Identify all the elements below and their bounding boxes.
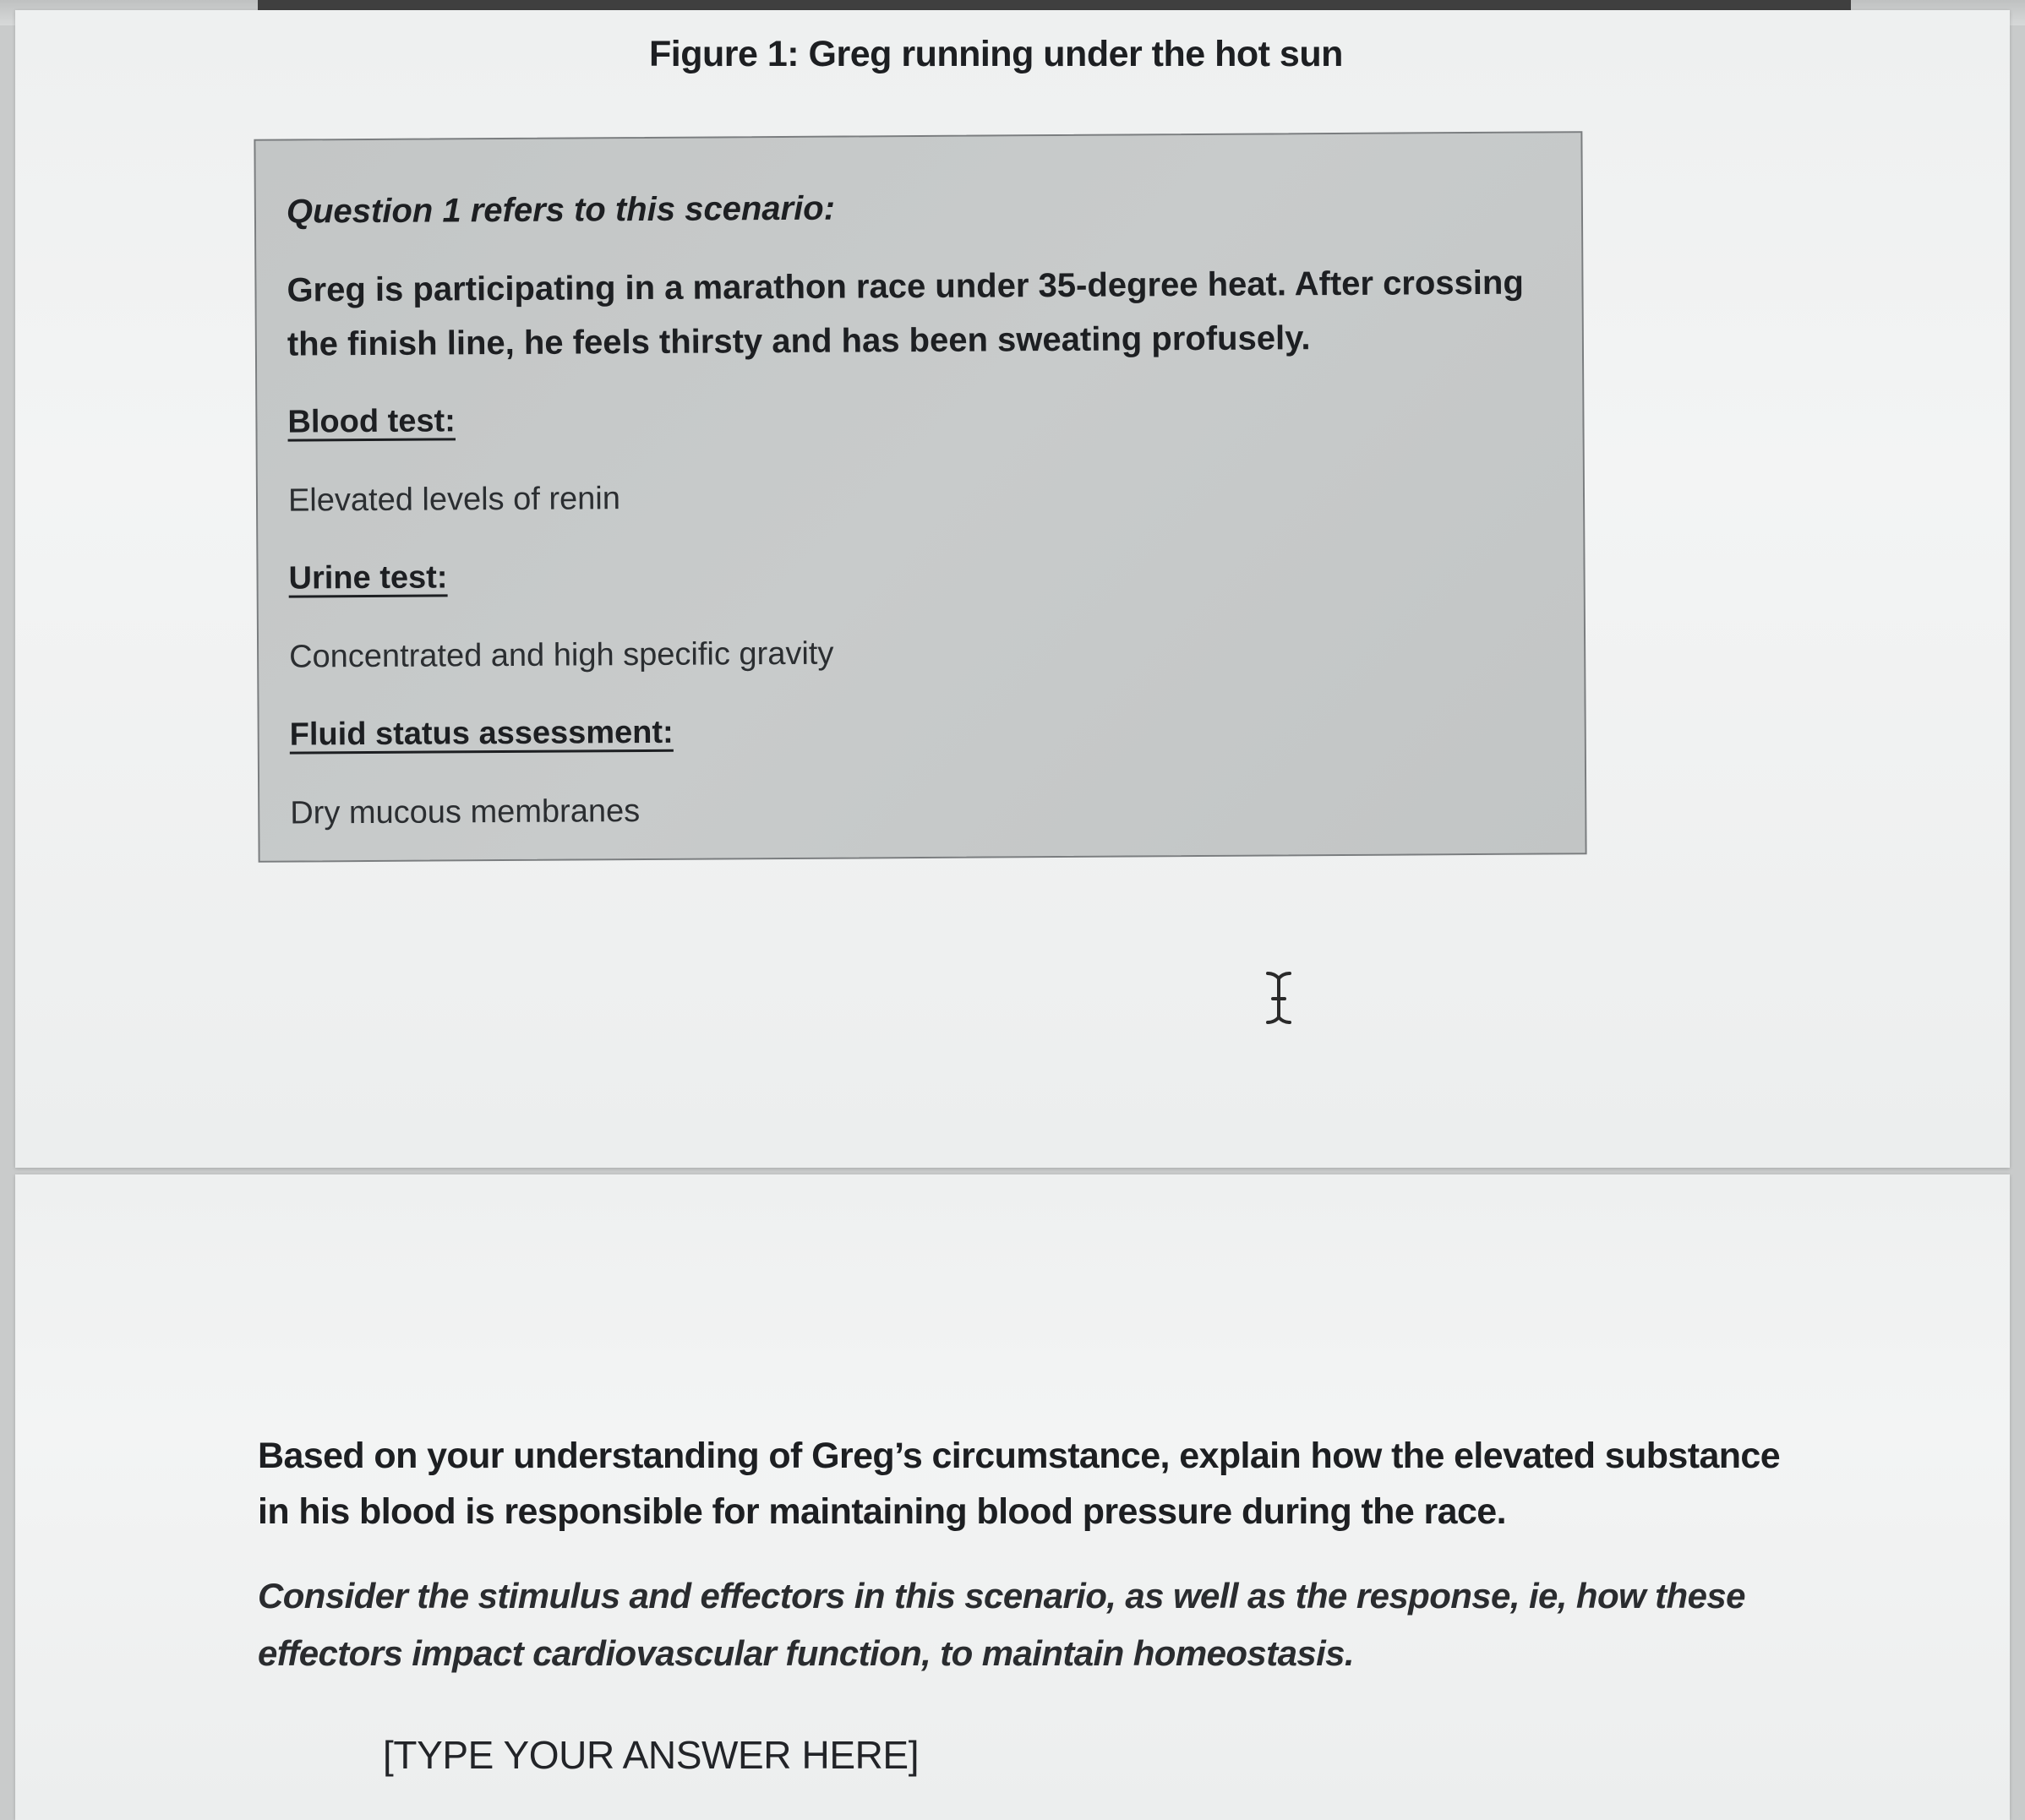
blood-test-label: Blood test: [287, 403, 456, 440]
scenario-heading: Question 1 refers to this scenario: [286, 189, 836, 231]
urine-test-label: Urine test: [288, 559, 448, 597]
fluid-status-value: Dry mucous membranes [290, 793, 641, 831]
urine-test-value: Concentrated and high specific gravity [289, 635, 834, 675]
text-cursor-icon [1264, 970, 1293, 1026]
blood-test-value: Elevated levels of renin [287, 481, 621, 519]
question-hint: Consider the stimulus and effectors in this scenario, as well as the response, ie, how these effectors impact cardiovascular function, to maintain homeostasis. [258, 1576, 1745, 1673]
fluid-status-label: Fluid status assessment: [289, 714, 674, 753]
scenario-box [254, 131, 1586, 863]
scenario-card [15, 10, 2010, 1168]
question-prompt: Based on your understanding of Greg’s circumstance, explain how the elevated substance in his blood is responsible for maintaining blood pressure during the race. [258, 1436, 1781, 1532]
figure-caption: Figure 1: Greg running under the hot sun [649, 34, 1343, 74]
scenario-intro: Greg is participating in a marathon race under 35-degree heat. After crossing the finish line, he feels thirsty and has been sweating profusely. [287, 264, 1524, 363]
answer-field[interactable]: [TYPE YOUR ANSWER HERE] [383, 1733, 920, 1777]
